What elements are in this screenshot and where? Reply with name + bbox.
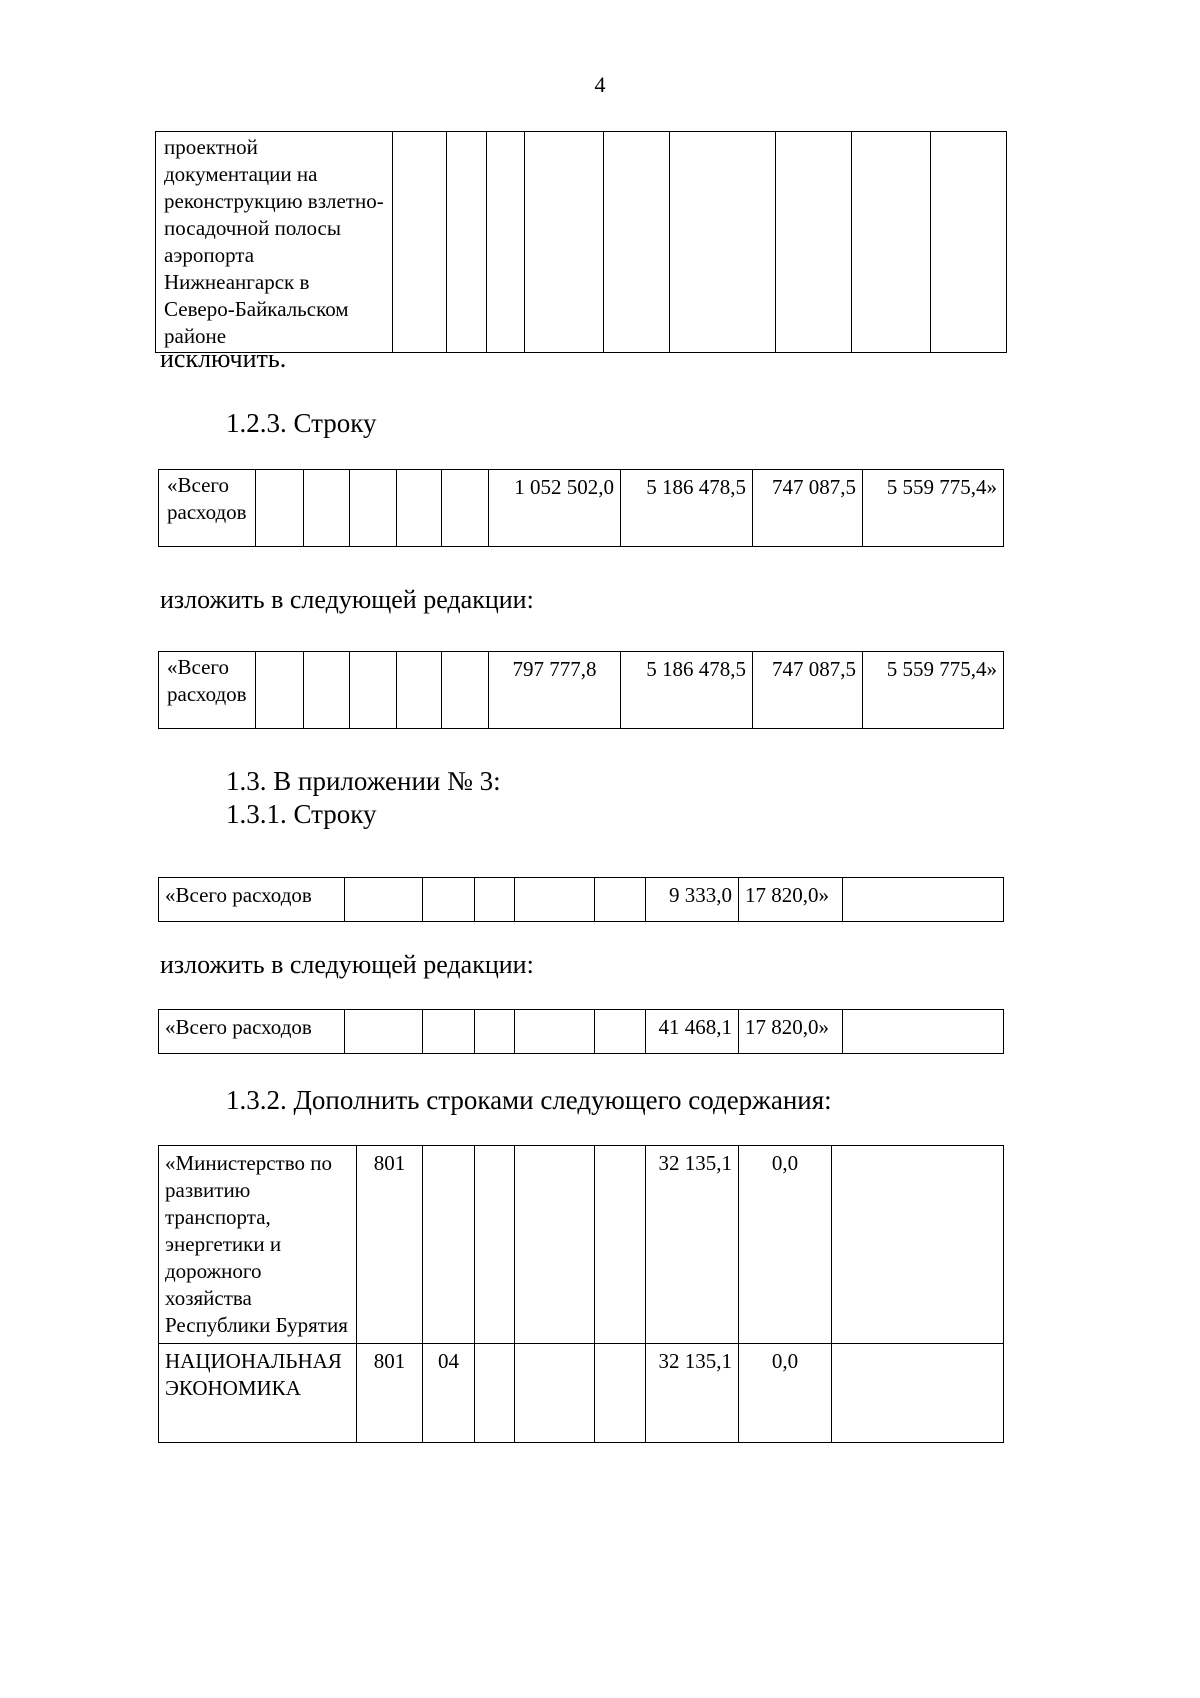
table-cell: 0,0 [739,1146,832,1344]
table-cell [350,470,397,547]
table-cell: 0,0 [739,1344,832,1443]
table-cell [487,132,525,353]
table-row [159,652,1004,729]
table-cell: НАЦИОНАЛЬНАЯ ЭКОНОМИКА [159,1344,357,1443]
table-cell: 801 [357,1344,423,1443]
table-cell [442,652,489,729]
table-cell [475,1146,515,1344]
table-cell: «Всего расходов [159,652,256,729]
table-excluded-row [155,131,1007,353]
table-cell: 801 [357,1146,423,1344]
table-cell: «Всего расходов [159,1010,345,1054]
table-cell: 17 820,0» [739,878,843,922]
table-cell [852,132,931,353]
table-cell [832,1146,1004,1344]
table-cell [393,132,447,353]
table-row [159,1146,1004,1344]
table-cell [832,1344,1004,1443]
table-cell [475,1344,515,1443]
table-cell [350,652,397,729]
table-row [159,470,1004,547]
table-cell: 5 186 478,5 [621,470,753,547]
table-added-rows [158,1145,1004,1443]
page-number: 4 [594,72,606,97]
text-exclude: исключить. [160,344,287,373]
table-cell: 32 135,1 [646,1344,739,1443]
table-total-old [158,469,1004,547]
table-cell: 9 333,0 [646,878,739,922]
table-cell [604,132,670,353]
table-cell: 5 186 478,5 [621,652,753,729]
table-row [159,878,1004,922]
table-cell [397,470,442,547]
table-cell [595,1344,646,1443]
table-cell: 41 468,1 [646,1010,739,1054]
table-cell [595,878,646,922]
table-app3-total-old [158,877,1004,922]
table-cell: 797 777,8 [489,652,621,729]
table-cell [515,1010,595,1054]
table-cell [670,132,776,353]
table-cell [595,1146,646,1344]
table-cell: 04 [423,1344,475,1443]
table-total-new [158,651,1004,729]
table-cell [304,470,350,547]
table-row [159,1344,1004,1443]
table-cell [447,132,487,353]
table-cell [256,470,304,547]
table-cell: 17 820,0» [739,1010,843,1054]
table-cell [515,1146,595,1344]
text-new-edition-1: изложить в следующей редакции: [160,585,534,614]
table-cell: 1 052 502,0 [489,470,621,547]
table-cell [304,652,350,729]
table-cell: «Всего расходов [159,878,345,922]
table-cell [525,132,604,353]
table-cell [423,1146,475,1344]
table-cell [475,1010,515,1054]
table-cell [515,1344,595,1443]
table-cell [345,878,423,922]
table-cell: «Министерство по развитию транспорта, энергетики и дорожного хозяйства Республики Бурятия [159,1146,357,1344]
table-row [156,132,1007,353]
table-cell [423,878,475,922]
table-cell: «Всего расходов [159,470,256,547]
table-cell: 747 087,5 [753,470,863,547]
table-cell: проектной документации на реконструкцию взлетно-посадочной полосы аэропорта Нижнеангарск в Северо-Байкальском районе [156,132,393,353]
table-cell [595,1010,646,1054]
table-row [159,1010,1004,1054]
table-app3-total-new [158,1009,1004,1054]
table-cell [843,1010,1004,1054]
table-cell: 32 135,1 [646,1146,739,1344]
heading-1-3-2: 1.3.2. Дополнить строками следующего содержания: [226,1085,832,1115]
table-cell [345,1010,423,1054]
table-cell [843,878,1004,922]
heading-1-3: 1.3. В приложении № 3: [226,766,501,796]
heading-1-3-1: 1.3.1. Строку [226,799,377,829]
table-cell [397,652,442,729]
text-new-edition-2: изложить в следующей редакции: [160,950,534,979]
table-cell: 747 087,5 [753,652,863,729]
table-cell [931,132,1007,353]
table-cell [442,470,489,547]
table-cell: 5 559 775,4» [863,470,1004,547]
table-cell [256,652,304,729]
table-cell [475,878,515,922]
heading-1-2-3: 1.2.3. Строку [226,408,377,438]
table-cell [776,132,852,353]
table-cell [423,1010,475,1054]
table-cell: 5 559 775,4» [863,652,1004,729]
table-cell [515,878,595,922]
